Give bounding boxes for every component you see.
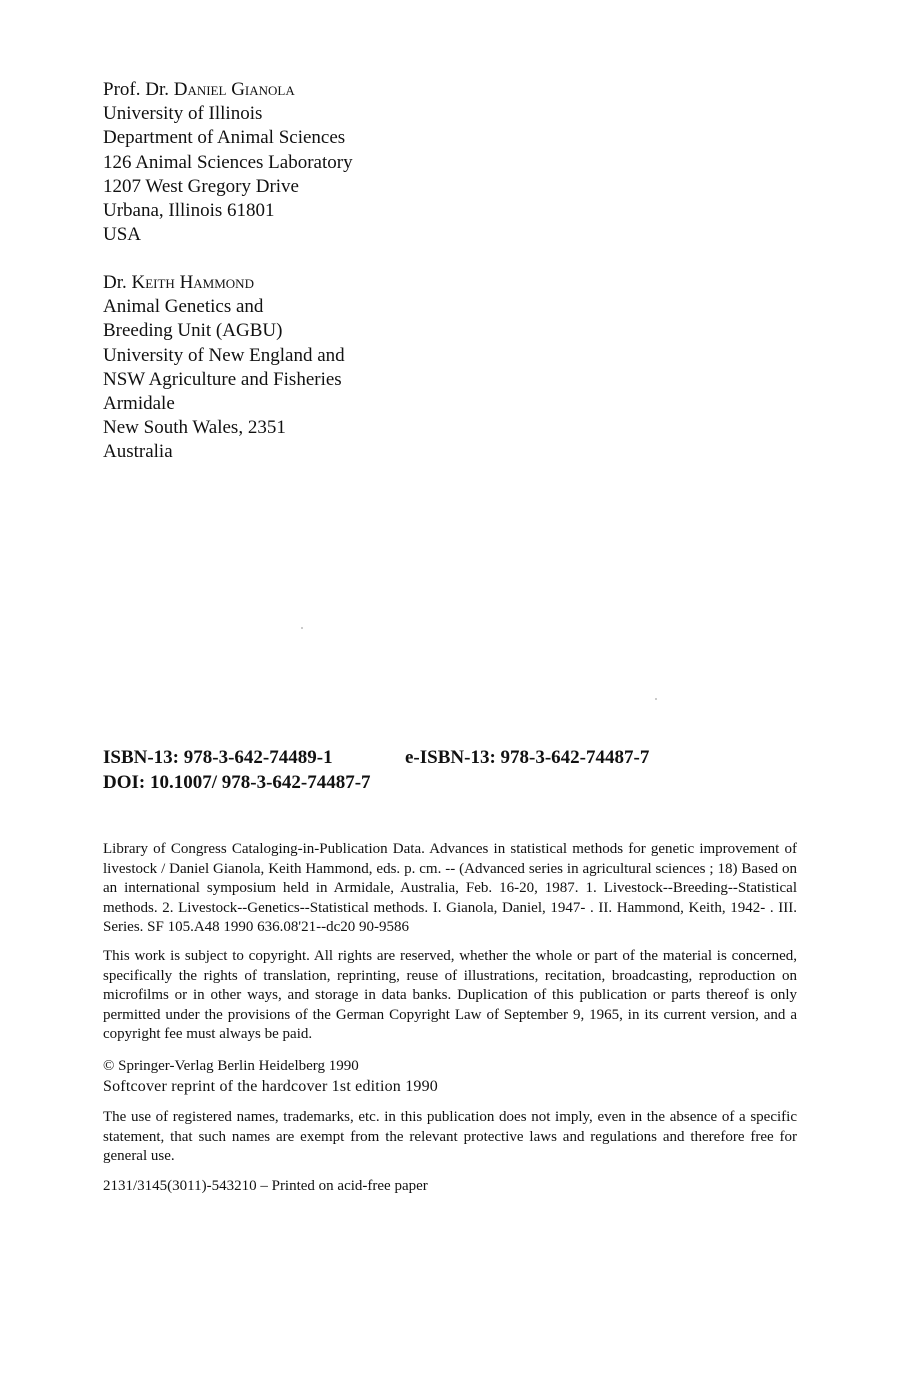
scan-speck [655, 698, 657, 700]
editor-name [103, 78, 353, 102]
address-line: NSW Agriculture and Fisheries [103, 368, 342, 390]
isbn-row [103, 745, 649, 770]
address-line: Animal Genetics and [103, 296, 264, 318]
cip-data: Library of Congress Cataloging-in-Publication Data. Advances in statistical methods for genetic improvement of livestock / Daniel Gianola, Keith Hammond, eds. p. cm. -- (Advanced series in agricultural sciences ; 18) Based on an international symposium held in Armidale, Australia, Feb. 16-20, 1987. 1. Livestock--Breeding--Statistical methods. 2. Livestock--Genetics--Statistical methods. I. Gianola, Daniel, 1947- . II. Hammond, Keith, 1942- . III. Series. SF 105.A48 1990 636.08'21--dc20 90-9586 [103, 841, 797, 935]
identifiers-block [103, 745, 649, 795]
address-line: University of New England and [103, 344, 345, 366]
address-line: Department of Animal Sciences [103, 127, 346, 149]
isbn: ISBN-13: 978-3-642-74489-1 [103, 747, 333, 768]
address-line: Breeding Unit (AGBU) [103, 320, 283, 342]
editor-address-hammond [103, 271, 345, 465]
editor-surname: Daniel Gianola [173, 79, 295, 100]
print-line: 2131/3145(3011)-543210 – Printed on acid-free paper [103, 1178, 428, 1194]
editor-title: Dr. [103, 272, 132, 293]
scan-speck [301, 627, 303, 629]
address-line: USA [103, 224, 142, 246]
address-line: Australia [103, 441, 173, 463]
doi: DOI: 10.1007/ 978-3-642-74487-7 [103, 772, 371, 793]
trademark-notice: The use of registered names, trademarks, etc. in this publication does not imply, even in the absence of a specific statement, that such names are exempt from the relevant protective laws and regulations and therefore free for general use. [103, 1109, 797, 1164]
publisher-line: © Springer-Verlag Berlin Heidelberg 1990 [103, 1058, 359, 1074]
editor-address-gianola [103, 78, 353, 247]
reprint-line: Softcover reprint of the hardcover 1st edition 1990 [103, 1077, 438, 1095]
copyright-notice: This work is subject to copyright. All rights are reserved, whether the whole or part of the material is concerned, specifically the rights of translation, reprinting, reuse of illustrations, recitation, broadcasting, reproduction on microfilms or in other ways, and storage in data banks. Duplication of this publication or parts thereof is only permitted under the provisions of the German Copyright Law of September 9, 1965, in its current version, and a copyright fee must always be paid. [103, 948, 797, 1042]
address-line: 1207 West Gregory Drive [103, 175, 299, 197]
address-line: New South Wales, 2351 [103, 417, 286, 439]
address-line: 126 Animal Sciences Laboratory [103, 151, 353, 173]
address-line: Armidale [103, 393, 175, 415]
address-line: Urbana, Illinois 61801 [103, 200, 275, 222]
publisher-block [103, 1057, 797, 1096]
eisbn: e-ISBN-13: 978-3-642-74487-7 [405, 747, 650, 768]
editor-title: Prof. Dr. [103, 79, 174, 100]
editor-surname: Keith Hammond [131, 272, 254, 293]
editor-name [103, 271, 345, 295]
address-line: University of Illinois [103, 103, 263, 125]
